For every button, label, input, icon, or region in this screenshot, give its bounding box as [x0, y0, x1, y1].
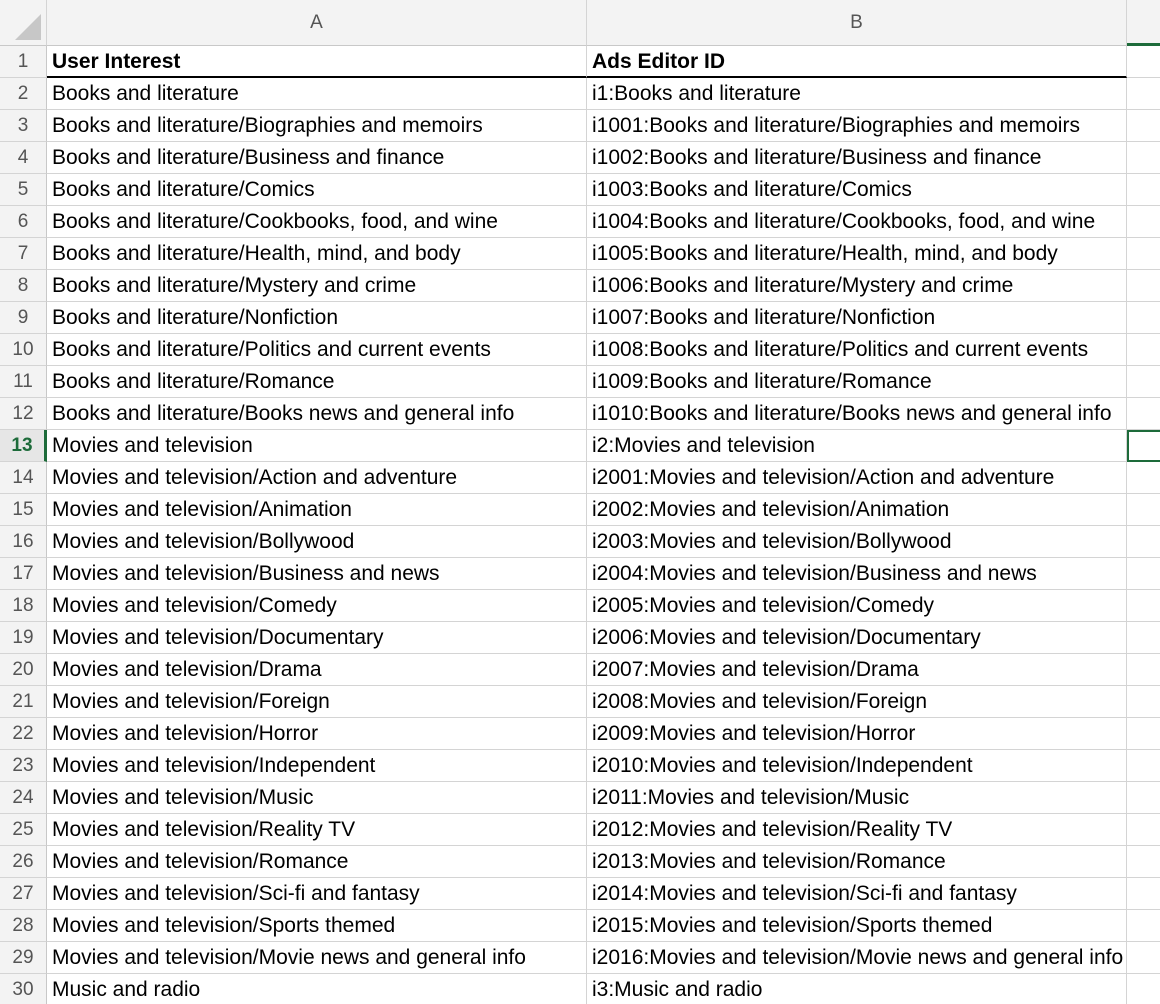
cell-column-c[interactable] — [1127, 526, 1160, 558]
row-number[interactable]: 28 — [0, 910, 47, 942]
cell-user-interest[interactable]: Movies and television/Animation — [47, 494, 587, 526]
cell-column-c[interactable] — [1127, 238, 1160, 270]
cell-ads-editor-id[interactable]: i2015:Movies and television/Sports themed — [587, 910, 1127, 942]
table-row — [0, 782, 1160, 814]
cell-user-interest[interactable]: Books and literature/Comics — [47, 174, 587, 206]
cell-ads-editor-id[interactable]: i2013:Movies and television/Romance — [587, 846, 1127, 878]
cell-column-c[interactable] — [1127, 174, 1160, 206]
cell-column-c[interactable] — [1127, 910, 1160, 942]
cell-ads-editor-id[interactable]: i2007:Movies and television/Drama — [587, 654, 1127, 686]
cell-ads-editor-id[interactable]: i2009:Movies and television/Horror — [587, 718, 1127, 750]
row-number[interactable]: 6 — [0, 206, 47, 238]
select-all-triangle-icon — [15, 14, 41, 40]
table-row — [0, 398, 1160, 430]
cell-ads-editor-id[interactable]: i1008:Books and literature/Politics and current events — [587, 334, 1127, 366]
cell-column-c[interactable] — [1127, 334, 1160, 366]
cell-column-c[interactable] — [1127, 206, 1160, 238]
cell-ads-editor-id[interactable]: i1:Books and literature — [587, 78, 1127, 110]
header-cell-user-interest[interactable]: User Interest — [47, 46, 587, 78]
cell-ads-editor-id[interactable]: i2006:Movies and television/Documentary — [587, 622, 1127, 654]
cell-column-c[interactable] — [1127, 590, 1160, 622]
cell-user-interest[interactable]: Movies and television/Romance — [47, 846, 587, 878]
cell-user-interest[interactable]: Movies and television/Comedy — [47, 590, 587, 622]
column-header-a[interactable]: A — [47, 0, 587, 46]
cell-user-interest[interactable]: Movies and television/Independent — [47, 750, 587, 782]
row-number[interactable]: 27 — [0, 878, 47, 910]
table-row — [0, 270, 1160, 302]
cell-ads-editor-id[interactable]: i2014:Movies and television/Sci-fi and fantasy — [587, 878, 1127, 910]
cell-ads-editor-id[interactable]: i2001:Movies and television/Action and adventure — [587, 462, 1127, 494]
table-row — [0, 622, 1160, 654]
row-number[interactable]: 2 — [0, 78, 47, 110]
cell-column-c[interactable] — [1127, 686, 1160, 718]
cell-ads-editor-id[interactable]: i2:Movies and television — [587, 430, 1127, 462]
cell-ads-editor-id[interactable]: i1001:Books and literature/Biographies and memoirs — [587, 110, 1127, 142]
table-row — [0, 590, 1160, 622]
row-number[interactable]: 16 — [0, 526, 47, 558]
cell-user-interest[interactable]: Books and literature/Business and finance — [47, 142, 587, 174]
cell-user-interest[interactable]: Music and radio — [47, 974, 587, 1004]
cell-user-interest[interactable]: Movies and television/Documentary — [47, 622, 587, 654]
cell-user-interest[interactable]: Movies and television/Sci-fi and fantasy — [47, 878, 587, 910]
select-all-corner[interactable] — [0, 0, 47, 46]
table-row — [0, 814, 1160, 846]
row-number[interactable]: 4 — [0, 142, 47, 174]
row-number[interactable]: 15 — [0, 494, 47, 526]
cell-column-c[interactable] — [1127, 622, 1160, 654]
table-row — [0, 494, 1160, 526]
row-number[interactable]: 12 — [0, 398, 47, 430]
table-row — [0, 430, 1160, 462]
row-number[interactable]: 21 — [0, 686, 47, 718]
table-row — [0, 206, 1160, 238]
cell-column-c[interactable] — [1127, 398, 1160, 430]
cell-column-c[interactable] — [1127, 782, 1160, 814]
row-number[interactable]: 18 — [0, 590, 47, 622]
cell-column-c[interactable] — [1127, 558, 1160, 590]
cell-user-interest[interactable]: Movies and television/Drama — [47, 654, 587, 686]
table-row — [0, 974, 1160, 1004]
table-row — [0, 878, 1160, 910]
cell-user-interest[interactable]: Books and literature/Romance — [47, 366, 587, 398]
column-header-b[interactable]: B — [587, 0, 1127, 46]
cell-column-c[interactable] — [1127, 366, 1160, 398]
row-number[interactable]: 13 — [0, 430, 47, 462]
cell-ads-editor-id[interactable]: i3:Music and radio — [587, 974, 1127, 1004]
row-number[interactable]: 22 — [0, 718, 47, 750]
cell-user-interest[interactable]: Movies and television — [47, 430, 587, 462]
table-row — [0, 334, 1160, 366]
cell-user-interest[interactable]: Books and literature/Cookbooks, food, and wine — [47, 206, 587, 238]
cell-ads-editor-id[interactable]: i1005:Books and literature/Health, mind, and body — [587, 238, 1127, 270]
cell-user-interest[interactable]: Books and literature/Biographies and memoirs — [47, 110, 587, 142]
cell-column-c[interactable] — [1127, 110, 1160, 142]
cell-ads-editor-id[interactable]: i2004:Movies and television/Business and news — [587, 558, 1127, 590]
row-number[interactable]: 17 — [0, 558, 47, 590]
cell-user-interest[interactable]: Movies and television/Horror — [47, 718, 587, 750]
cell-column-c[interactable] — [1127, 462, 1160, 494]
row-number[interactable]: 23 — [0, 750, 47, 782]
table-row — [0, 174, 1160, 206]
cell-user-interest[interactable]: Movies and television/Reality TV — [47, 814, 587, 846]
cell-ads-editor-id[interactable]: i1010:Books and literature/Books news and general info — [587, 398, 1127, 430]
cell-user-interest[interactable]: Movies and television/Movie news and general info — [47, 942, 587, 974]
cell-ads-editor-id[interactable]: i2002:Movies and television/Animation — [587, 494, 1127, 526]
table-row — [0, 366, 1160, 398]
table-row — [0, 942, 1160, 974]
row-number[interactable]: 29 — [0, 942, 47, 974]
cell-user-interest[interactable]: Books and literature/Nonfiction — [47, 302, 587, 334]
cell-user-interest[interactable]: Movies and television/Bollywood — [47, 526, 587, 558]
cell-ads-editor-id[interactable]: i2008:Movies and television/Foreign — [587, 686, 1127, 718]
cell-user-interest[interactable]: Books and literature/Books news and general info — [47, 398, 587, 430]
cell-ads-editor-id[interactable]: i1007:Books and literature/Nonfiction — [587, 302, 1127, 334]
cell-ads-editor-id[interactable]: i1004:Books and literature/Cookbooks, food, and wine — [587, 206, 1127, 238]
row-number[interactable]: 7 — [0, 238, 47, 270]
header-row — [0, 46, 1160, 78]
table-row — [0, 526, 1160, 558]
cell-column-c[interactable] — [1127, 654, 1160, 686]
table-row — [0, 78, 1160, 110]
cell-user-interest[interactable]: Books and literature — [47, 78, 587, 110]
row-number[interactable]: 26 — [0, 846, 47, 878]
row-number[interactable]: 14 — [0, 462, 47, 494]
cell-column-c[interactable] — [1127, 718, 1160, 750]
cell-ads-editor-id[interactable]: i2012:Movies and television/Reality TV — [587, 814, 1127, 846]
cell-ads-editor-id[interactable]: i1003:Books and literature/Comics — [587, 174, 1127, 206]
cell-column-c[interactable] — [1127, 942, 1160, 974]
table-row — [0, 686, 1160, 718]
row-number[interactable]: 5 — [0, 174, 47, 206]
cell-user-interest[interactable]: Movies and television/Foreign — [47, 686, 587, 718]
row-number[interactable]: 10 — [0, 334, 47, 366]
row-number[interactable]: 9 — [0, 302, 47, 334]
cell-column-c[interactable] — [1127, 302, 1160, 334]
cell-column-c[interactable] — [1127, 430, 1160, 462]
cell-user-interest[interactable]: Movies and television/Sports themed — [47, 910, 587, 942]
cell-ads-editor-id[interactable]: i1009:Books and literature/Romance — [587, 366, 1127, 398]
cell-user-interest[interactable]: Movies and television/Business and news — [47, 558, 587, 590]
table-row — [0, 910, 1160, 942]
cell-user-interest[interactable]: Books and literature/Health, mind, and body — [47, 238, 587, 270]
row-number[interactable]: 25 — [0, 814, 47, 846]
cell-column-c[interactable] — [1127, 750, 1160, 782]
cell-column-c[interactable] — [1127, 142, 1160, 174]
cell-ads-editor-id[interactable]: i2016:Movies and television/Movie news and general info — [587, 942, 1127, 974]
cell-column-c[interactable] — [1127, 846, 1160, 878]
table-row — [0, 110, 1160, 142]
cell-ads-editor-id[interactable]: i2010:Movies and television/Independent — [587, 750, 1127, 782]
column-header-c[interactable] — [1127, 0, 1160, 46]
table-row — [0, 846, 1160, 878]
row-number[interactable]: 30 — [0, 974, 47, 1004]
table-row — [0, 654, 1160, 686]
row-number[interactable]: 3 — [0, 110, 47, 142]
cell-user-interest[interactable]: Movies and television/Music — [47, 782, 587, 814]
row-number[interactable]: 19 — [0, 622, 47, 654]
cell-ads-editor-id[interactable]: i1006:Books and literature/Mystery and crime — [587, 270, 1127, 302]
cell-user-interest[interactable]: Movies and television/Action and adventure — [47, 462, 587, 494]
cell-column-c[interactable] — [1127, 974, 1160, 1004]
cell-ads-editor-id[interactable]: i1002:Books and literature/Business and finance — [587, 142, 1127, 174]
cell-ads-editor-id[interactable]: i2005:Movies and television/Comedy — [587, 590, 1127, 622]
table-row — [0, 718, 1160, 750]
row-number[interactable]: 8 — [0, 270, 47, 302]
cell-user-interest[interactable]: Books and literature/Mystery and crime — [47, 270, 587, 302]
row-number[interactable]: 11 — [0, 366, 47, 398]
cell-column-c[interactable] — [1127, 78, 1160, 110]
table-row — [0, 462, 1160, 494]
cell-column-c[interactable] — [1127, 878, 1160, 910]
cell-column-c[interactable] — [1127, 494, 1160, 526]
table-row — [0, 750, 1160, 782]
row-number[interactable]: 1 — [0, 46, 47, 78]
table-row — [0, 238, 1160, 270]
cell-column-c[interactable] — [1127, 814, 1160, 846]
cell-ads-editor-id[interactable]: i2011:Movies and television/Music — [587, 782, 1127, 814]
cell-column-c[interactable] — [1127, 270, 1160, 302]
header-cell-ads-editor-id[interactable]: Ads Editor ID — [587, 46, 1127, 78]
row-number[interactable]: 20 — [0, 654, 47, 686]
row-number[interactable]: 24 — [0, 782, 47, 814]
table-row — [0, 142, 1160, 174]
cell-ads-editor-id[interactable]: i2003:Movies and television/Bollywood — [587, 526, 1127, 558]
cell-column-c[interactable] — [1127, 46, 1160, 78]
table-row — [0, 302, 1160, 334]
cell-user-interest[interactable]: Books and literature/Politics and current events — [47, 334, 587, 366]
table-row — [0, 558, 1160, 590]
